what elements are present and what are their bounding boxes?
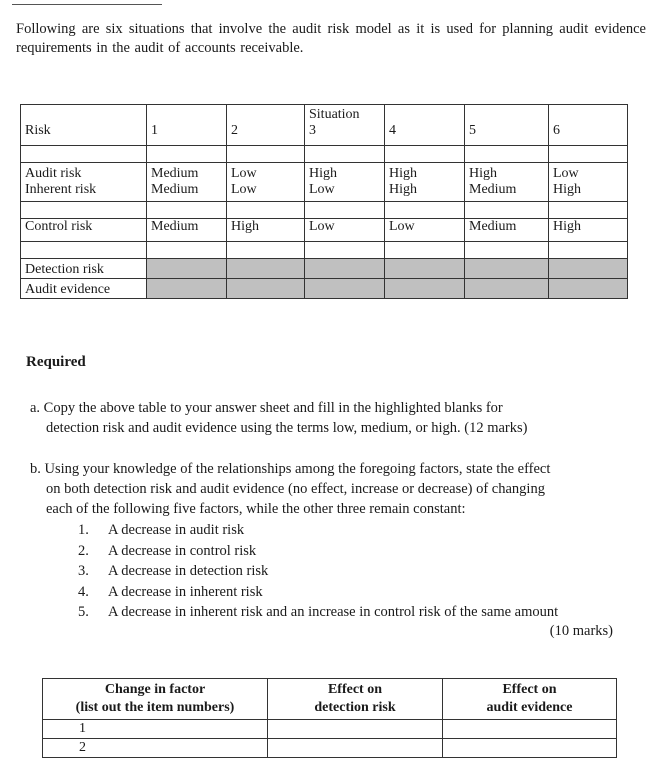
table-cell: Medium: [465, 219, 549, 242]
table-cell: Low: [305, 219, 385, 242]
blank-cell: [385, 279, 465, 299]
spacer-row: [21, 146, 628, 163]
table-cell: High: [385, 182, 465, 202]
list-number: 4.: [78, 583, 89, 600]
required-heading: Required: [26, 354, 86, 370]
table-cell: Low: [227, 182, 305, 202]
answer-blank-cell: [268, 739, 443, 758]
situation-number: 3: [305, 123, 385, 146]
situation-number: 5: [465, 123, 549, 146]
risk-header: Risk: [21, 123, 147, 146]
list-number: 1.: [78, 522, 89, 538]
part-a-text: [30, 398, 642, 438]
intro-paragraph: Following are six situations that involve the audit risk model as it is used for planning audit evidence requirements in the audit of accounts receivable.: [16, 21, 646, 56]
risk-header-row: [21, 123, 628, 146]
blank-cell: [465, 259, 549, 279]
answer-header-change: [43, 679, 268, 720]
row-label: Control risk: [21, 219, 147, 242]
blank-cell: [549, 259, 628, 279]
table-cell: Medium: [147, 182, 227, 202]
row-label: Audit risk: [21, 163, 147, 183]
answer-header-row: [43, 679, 617, 720]
answer-row: [43, 720, 617, 739]
situation-label: Situation: [305, 105, 385, 124]
answer-blank-cell: [268, 720, 443, 739]
blank-cell: [385, 259, 465, 279]
situation-number: 1: [147, 123, 227, 146]
risk-table: [20, 104, 628, 299]
table-cell: High: [227, 219, 305, 242]
part-a-line: a. Copy the above table to your answer sheet and fill in the highlighted blanks for: [30, 400, 503, 416]
table-cell: High: [305, 163, 385, 183]
header-line: (list out the item numbers): [75, 700, 235, 715]
table-cell: High: [385, 163, 465, 183]
answer-blank-cell: [443, 720, 617, 739]
answer-row: [43, 739, 617, 758]
list-number: 2.: [78, 542, 89, 559]
header-line: Change in factor: [104, 682, 206, 697]
row-label: Audit evidence: [21, 279, 147, 299]
table-cell: Low: [305, 182, 385, 202]
blank-cell: [147, 259, 227, 279]
spacer-row: [21, 202, 628, 219]
list-item: [78, 541, 558, 562]
table-row-audit-risk: [21, 163, 628, 183]
top-rule: [12, 4, 162, 5]
table-cell: Medium: [147, 219, 227, 242]
situation-number: 2: [227, 123, 305, 146]
list-item: [78, 520, 558, 541]
spacer-row: [21, 242, 628, 259]
answer-header-detection: [268, 679, 443, 720]
list-text: A decrease in audit risk: [108, 522, 245, 538]
list-text: A decrease in detection risk: [108, 563, 269, 579]
header-line: audit evidence: [486, 700, 573, 715]
blank-cell: [227, 259, 305, 279]
table-cell: Low: [385, 219, 465, 242]
row-label: Inherent risk: [21, 182, 147, 202]
header-line: Effect on: [327, 682, 383, 697]
blank-cell: [147, 279, 227, 299]
list-text: A decrease in control risk: [108, 542, 257, 559]
part-b-line: each of the following five factors, while the other three remain constant:: [46, 501, 466, 517]
table-cell: Medium: [147, 163, 227, 183]
table-cell: Medium: [465, 182, 549, 202]
table-row-inherent-risk: [21, 182, 628, 202]
table-cell: Low: [549, 163, 628, 183]
part-b-text: [30, 459, 642, 519]
table-row-control-risk: [21, 219, 628, 242]
list-text: A decrease in inherent risk and an increase in control risk of the same amount: [108, 604, 559, 620]
part-b-line: b. Using your knowledge of the relationships among the foregoing factors, state the effect: [30, 461, 551, 477]
part-b-line: on both detection risk and audit evidence (no effect, increase or decrease) of changing: [46, 481, 545, 497]
blank-cell: [465, 279, 549, 299]
header-line: detection risk: [314, 700, 396, 715]
factor-list: [78, 520, 558, 623]
list-item: [78, 602, 558, 623]
answer-item-number: 1: [43, 720, 268, 739]
table-cell: High: [549, 182, 628, 202]
table-cell: High: [465, 163, 549, 183]
table-row-audit-evidence: [21, 279, 628, 299]
table-row-detection-risk: [21, 259, 628, 279]
header-line: Effect on: [502, 682, 557, 697]
list-number: 5.: [78, 604, 89, 620]
list-text: A decrease in inherent risk: [108, 583, 263, 600]
answer-blank-cell: [443, 739, 617, 758]
table-cell: Low: [227, 163, 305, 183]
answer-item-number: 2: [43, 739, 268, 758]
part-b-marks: (10 marks): [549, 623, 613, 639]
blank-cell: [227, 279, 305, 299]
table-cell: High: [549, 219, 628, 242]
blank-cell: [549, 279, 628, 299]
situation-header-row: [21, 105, 628, 124]
situation-number: 6: [549, 123, 628, 146]
list-item: [78, 561, 558, 582]
blank-cell: [305, 259, 385, 279]
list-number: 3.: [78, 563, 89, 579]
part-a-line: detection risk and audit evidence using the terms low, medium, or high. (12 marks): [46, 420, 528, 436]
answer-header-evidence: [443, 679, 617, 720]
situation-number: 4: [385, 123, 465, 146]
blank-cell: [305, 279, 385, 299]
answer-table: [42, 678, 617, 758]
row-label: Detection risk: [21, 259, 147, 279]
list-item: [78, 582, 558, 603]
